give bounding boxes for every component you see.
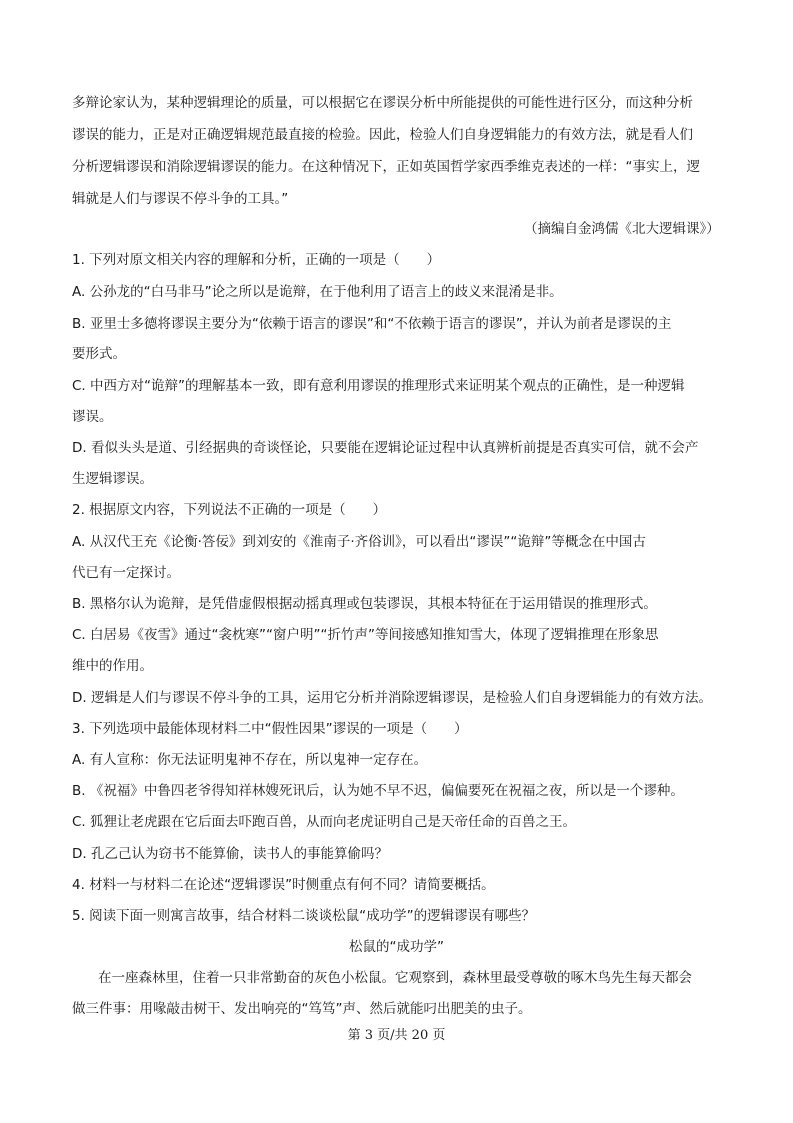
question-1-option-d-cont: 生逻辑谬误。 xyxy=(72,471,153,487)
paragraph-line: 分析逻辑谬误和消除逻辑谬误的能力。在这种情况下，正如英国哲学家西季维克表述的一样：“事实上，逻 xyxy=(72,159,700,175)
question-2-option-c-cont: 维中的作用。 xyxy=(72,658,153,674)
question-1-option-c: C. 中西方对“诡辩”的理解基本一致，即有意利用谬误的推理形式来证明某个观点的正确性，是一种逻辑 xyxy=(72,378,685,394)
question-2-stem: 2. 根据原文内容，下列说法不正确的一项是（ ） xyxy=(72,502,387,518)
page-footer: 第 3 页/共 20 页 xyxy=(347,1028,446,1043)
paragraph-line: 辑就是人们与谬误不停斗争的工具。” xyxy=(72,191,289,207)
question-2-option-d: D. 逻辑是人们与谬误不停斗争的工具，运用它分析并消除逻辑谬误，是检验人们自身逻辑能力的有效方法。 xyxy=(72,690,712,706)
question-1-option-b: B. 亚里士多德将谬误主要分为“依赖于语言的谬误”和“不依赖于语言的谬误”，并认为前者是谬误的主 xyxy=(72,316,672,332)
story-line: 在一座森林里，住着一只非常勤奋的灰色小松鼠。它观察到，森林里最受尊敬的啄木鸟先生每天都会 xyxy=(98,970,692,986)
question-2-option-c: C. 白居易《夜雪》通过“衾枕寒”“窗户明”“折竹声”等间接感知推知雪大，体现了逻辑推理在形象思 xyxy=(72,627,659,643)
question-3-stem: 3. 下列选项中最能体现材料二中“假性因果”谬误的一项是（ ） xyxy=(72,721,468,737)
question-3-option-d: D. 孔乙己认为窃书不能算偷，读书人的事能算偷吗？ xyxy=(72,846,388,862)
question-2-option-a-cont: 代已有一定探讨。 xyxy=(72,565,180,581)
question-3-option-b: B. 《祝福》中鲁四老爷得知祥林嫂死讯后，认为她不早不迟，偏偏要死在祝福之夜，所以是一个谬种。 xyxy=(72,783,684,799)
question-1-option-a: A. 公孙龙的“白马非马”论之所以是诡辩，在于他利用了语言上的歧义来混淆是非。 xyxy=(72,284,563,300)
question-3-option-a: A. 有人宣称：你无法证明鬼神不存在，所以鬼神一定存在。 xyxy=(72,752,428,768)
question-1-option-b-cont: 要形式。 xyxy=(72,346,126,362)
question-2-option-a: A. 从汉代王充《论衡·答佞》到刘安的《淮南子·齐俗训》，可以看出“谬误”“诡辩”等概念在中国古 xyxy=(72,534,646,550)
question-4: 4. 材料一与材料二在论述“逻辑谬误”时侧重点有何不同？请简要概括。 xyxy=(72,877,495,893)
story-title: 松鼠的“成功学” xyxy=(349,939,444,955)
question-5: 5. 阅读下面一则寓言故事，结合材料二谈谈松鼠“成功学”的逻辑谬误有哪些？ xyxy=(72,908,536,924)
story-line: 做三件事：用喙敲击树干、发出响亮的“笃笃”声、然后就能叼出肥美的虫子。 xyxy=(72,1001,532,1017)
question-1-option-d: D. 看似头头是道、引经据典的奇谈怪论，只要能在逻辑论证过程中认真辨析前提是否真实可信，就不会产 xyxy=(72,440,699,456)
question-1-option-c-cont: 谬误。 xyxy=(72,409,113,425)
paragraph-line: 谬误的能力，正是对正确逻辑规范最直接的检验。因此，检验人们自身逻辑能力的有效方法，就是看人们 xyxy=(72,127,693,143)
question-1-stem: 1. 下列对原文相关内容的理解和分析，正确的一项是（ ） xyxy=(72,252,441,268)
source-citation: （摘编自金鸿儒《北大逻辑课》） xyxy=(524,221,720,237)
question-3-option-c: C. 狐狸让老虎跟在它后面去吓跑百兽，从而向老虎证明自己是天帝任命的百兽之王。 xyxy=(72,814,577,830)
paragraph-line: 多辩论家认为，某种逻辑理论的质量，可以根据它在谬误分析中所能提供的可能性进行区分，而这种分析 xyxy=(72,95,693,111)
question-2-option-b: B. 黑格尔认为诡辩，是凭借虚假根据动摇真理或包装谬误，其根本特征在于运用错误的推理形式。 xyxy=(72,596,657,612)
